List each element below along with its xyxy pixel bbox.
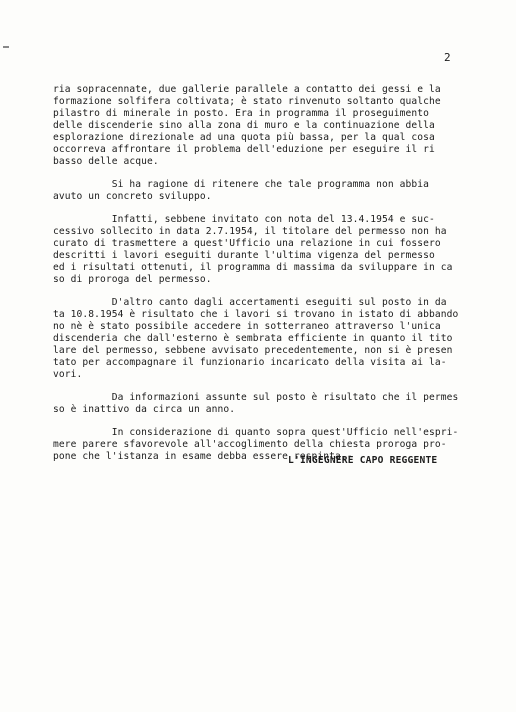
- text-line: vori.: [53, 369, 83, 380]
- text-line: basso delle acque.: [53, 156, 159, 167]
- text-line: lare del permesso, sebbene avvisato precedentemente, non si è presen: [53, 345, 453, 356]
- text-line: In considerazione di quanto sopra quest'Ufficio nell'espri-: [53, 427, 459, 438]
- text-line: Infatti, sebbene invitato con nota del 13.4.1954 e suc-: [53, 214, 435, 225]
- text-line: mere parere sfavorevole all'accoglimento della chiesta proroga pro-: [53, 439, 447, 450]
- text-line: pilastro di minerale in posto. Era in programma il proseguimento: [53, 108, 430, 119]
- text-line: so di proroga del permesso.: [53, 274, 212, 285]
- text-line: formazione solfifera coltivata; è stato rinvenuto soltanto qualche: [53, 96, 441, 107]
- text-line: pone che l'istanza in esame debba essere respinta.-: [53, 451, 353, 462]
- text-line: D'altro canto dagli accertamenti eseguiti sul posto in da: [53, 297, 447, 308]
- text-line: discenderia che dall'esterno è sembrata efficiente in quanto il tito: [53, 333, 453, 344]
- text-line: ta 10.8.1954 è risultato che i lavori si trovano in istato di abbando: [53, 309, 459, 320]
- text-line: Da informazioni assunte sul posto è risultato che il permes: [53, 392, 459, 403]
- text-line: descritti i lavori eseguiti durante l'ultima vigenza del permesso: [53, 250, 435, 261]
- text-line: delle discenderie sino alla zona di muro e la continuazione della: [53, 120, 435, 131]
- text-line: so è inattivo da circa un anno.: [53, 404, 236, 415]
- text-line: ria sopracennate, due gallerie parallele a contatto dei gessi e la: [53, 84, 441, 95]
- signature-title: L'INGEGNERE CAPO REGGENTE: [288, 455, 438, 466]
- scan-edge-mark: [3, 46, 9, 48]
- text-line: cessivo sollecito in data 2.7.1954, il titolare del permesso non ha: [53, 226, 447, 237]
- text-line: occorreva affrontare il problema dell'eduzione per eseguire il ri: [53, 144, 435, 155]
- text-line: tato per accompagnare il funzionario incaricato della visita ai la-: [53, 357, 447, 368]
- text-line: curato di trasmettere a quest'Ufficio una relazione in cui fossero: [53, 238, 441, 249]
- text-line: esplorazione direzionale ad una quota più bassa, per la qual cosa: [53, 132, 435, 143]
- page-number: 2: [444, 51, 451, 64]
- text-line: avuto un concreto sviluppo.: [53, 191, 212, 202]
- text-line: Si ha ragione di ritenere che tale programma non abbia: [53, 179, 430, 190]
- text-line: no nè è stato possibile accedere in sotterraneo attraverso l'unica: [53, 321, 441, 332]
- text-line: ed i risultati ottenuti, il programma di massima da sviluppare in ca: [53, 262, 453, 273]
